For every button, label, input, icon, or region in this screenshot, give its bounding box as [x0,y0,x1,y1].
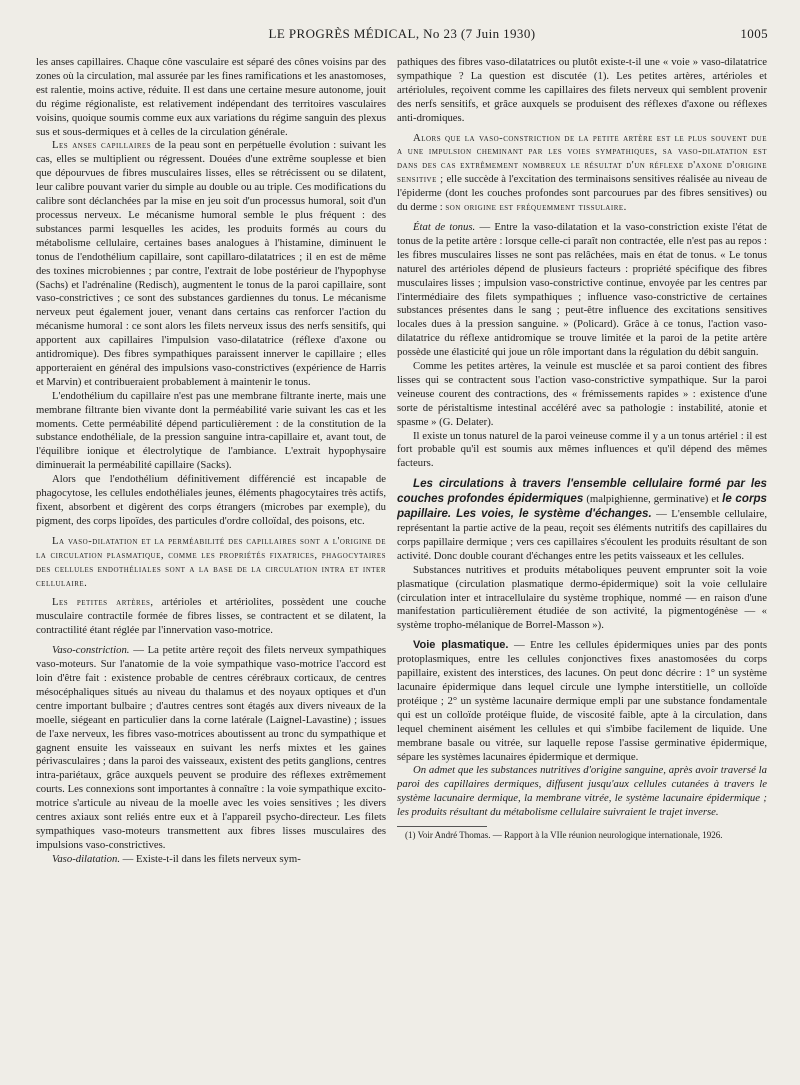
paragraph [397,639,767,764]
paragraph-text: — Entre les cellules épidermiques unies par des ponts protoplasmiques, entre les cellules conjonctives fixes anastomosées du corps papillaire, existent des interstices, des lacunes. On peut donc décrire : 1° un système lacunaire épidermique dans lequel circule une lymphe interstitielle, un colloïde protéique ; 2° un système lacunaire dermique empli par une substance fondamentale qui est un colloïde protéique fluide, de viscosité faible, apte à la circulation, dans lequel cheminent aisément les cellules et qui s'imbibe facilement de liquide. Une membrane basale ou vitrée, sur laquelle repose l'assise germinative épidermique, sépare les systèmes lacunaires épidermique et dermique. [397,639,767,763]
paragraph [397,221,767,360]
paragraph [397,132,767,215]
section-paragraph [397,477,767,563]
right-column [397,56,767,1066]
paragraph-text: elle succède à l'excitation des terminaisons sensitives réalisée au niveau de l'épiderme (dont les couches profondes sont parcourues par des fibres sensitives) ou du derme : [397,173,767,214]
paragraph: pathiques des fibres vaso-dilatatrices ou plutôt existe-t-il une « voie » vaso-dilatatrice sympathique ? La question est discutée (1). Les petites artères, artérioles et artériolules, reçoivent comme les capillaires des filets nerveux qui semblent provenir des nerfs sensitifs, et grâce auxquels se produisent des réflexes d'axone ou réflexes anti-dromiques. [397,56,767,124]
running-header [36,26,768,46]
paragraph: Alors que l'endothélium définitivement différencié est incapable de phagocytose, les cellules endothéliales jeunes, éléments phagocytaires très actifs, fixent, absorbent et digèrent des corps étrangers (microbes par exemple), du pigment, des corps lipoïdes, des particules d'ordre colloïdal, des poisons, etc. [36,473,386,527]
section-paren: (malpighienne, germinative) et [586,493,720,506]
paragraph [36,644,386,853]
paragraph-text: — Entre la vaso-dilatation et la vaso-constriction existe l'état de tonus de la petite artère : lorsque celle-ci paraît non contractée, elle n'est pas au repos : les fibres musculaires lisses ne sont pas relâchées, mais en état de tonus. « Le tonus naturel des artérioles dépend de plusieurs facteurs : propriété spécifique des fibres musculaires lisses ; impulsion vaso-constrictive continue, envoyée par les centres par l'intermédiaire des filets sympathiques ; influence vaso-constrictive de certaines substances présentes dans le sang ; peut-être influence des excitations sensitives locales dues à la pression sanguine. » (Policard). Grâce à ce tonus, l'action vaso-dilatatrice du réflexe antidromique se trouve limitée et la paroi de la petite artère possède une élasticité qui joue un rôle important dans la régulation du débit sanguin. [397,220,767,359]
paragraph-text: de la peau sont en perpétuelle évolution : suivant les cas, elles se multiplient ou régressent. Douées d'une extrême souplesse et bien que dépourvues de fibres musculaires lisses, elles se rétrécissent ou se dilatent, leur calibre pouvant varier du simple au double ou au triple. Ces modifications du calibre sont déclanchées par la mise en jeu soit d'un processus humoral, soit d'un processus nerveux. Le mécanisme humoral semble le plus fréquent : des substances parmi lesquelles les acides, les produits formés au cours du métabolisme cellulaire, certaines bases analogues à l'histamine, diminuent le tonus de l'endothélium capillaire, sont capillaro-dilatatrices ; il en est de même des toxines microbiennes ; par contre, l'extrait de lobe postérieur de l'hypophyse (Sachs) et l'adrénaline (Redisch), augmentent le tonus de la paroi capillaire, sont vaso-constrictives ; ce sont des substances gardiennes du tonus. Le mécanisme nerveux peut également jouer, venant dans certains cas renforcer l'action du mécanisme humoral : ce sont alors les filets nerveux issus des nerfs sensitifs, qui apportent aux capillaires l'impulsion vaso-dilatatrice (réflexe d'axone ou antidromique). Des fibres sympathiques paraissent innerver le capillaire ; elles apporteraient en général des impulsions vaso-constrictives (expérience de Harris et Marvin) et contribueraient probablement à maintenir le tonus. [36,139,386,388]
page-number: 1005 [740,26,768,41]
subsection-title: Voie plasmatique. [413,639,509,652]
section-title-part-2: le corps papillaire. Les voies, le système d'échanges. [397,492,767,521]
footnote: (1) Voir André Thomas. — Rapport à la VIIe réunion neurologique internationale, 1926. [405,830,723,841]
left-column [36,56,386,1066]
paragraph: Comme les petites artères, la veinule est musclée et sa paroi contient des fibres lisses qui se contractent sous l'action vaso-constrictive sympathique. Sur la paroi veineuse courent des contractions, des « frémissements rapides » : existence d'une sorte de péristaltisme intestinal accéléré avec sa pathologie : instabilité, atonie et spasme » (G. Delater). [397,360,767,428]
paragraph-text: artérioles et artériolites, possèdent une couche musculaire contractile formée de fibres lisses, se contractent et se dilatent, la contractilité étant réglée par l'innervation vaso-motrice. [36,596,386,637]
paragraph-text: — La petite artère reçoit des filets nerveux sympathiques vaso-moteurs. Sur l'anatomie de la voie sympathique vaso-motrice l'accord est loin d'être fait : existence probable de centres cérébraux corticaux, de centres mésocéphaliques situés au niveau du thalamus et des noyaux optiques et d'un centre important bulbaire ; d'autres centres sont étagés aux divers niveaux de la moelle, siégeant en particulier dans la corne latérale (Laignel-Lavastine) ; issues de l'axe nerveux, les fibres vaso-motrices aboutissent au tronc du sympathique et gagnent ensuite les vaisseaux en suivant les nerfs mixtes et les gaines périvasculaires ; dans la paroi des vaisseaux, existent des petits ganglions, centres intra-pariétaux, grâce auxquels peuvent se produire des réflexes extrêmement courts. Les connexions sont importantes à connaître : la voie sympathique excito-motrice s'articule au niveau de la moelle avec les voies sensitives ; les divers centres axiaux sont reliés entre eux et à l'appareil psycho-directeur. Les filets sympathiques vaso-moteurs transmettent aux fibres lisses musculaires des impulsions vaso-constrictives. [36,644,386,851]
paragraph: Il existe un tonus naturel de la paroi veineuse comme il y a un tonus artériel : il est fort probable qu'il est soumis aux mêmes influences et qu'il dépend des mêmes facteurs. [397,429,767,470]
small-caps-text: son origine est fréquemment tissulaire. [445,201,627,214]
paragraph-lead: Les anses capillaires [52,139,152,152]
paragraph [36,139,386,389]
small-caps-paragraph: La vaso-dilatation et la perméabilité des capillaires sont a l'origine de la circulation plasmatique, comme les propriétés fixatrices, phagocytaires des cellules endothéliales sont a la base de la circulation intra et inter cellulaire. [36,534,386,589]
paragraph-lead: Vaso-constriction. [52,644,130,657]
paragraph: L'endothélium du capillaire n'est pas une membrane filtrante inerte, mais une membrane filtrante bien vivante dont la perméabilité varie suivant les cas et les moments. Cette perméabilité dépend particulièrement : de la constitution de la substance endothéliale, de la pression sanguine intra-capillaire et, avant tout, de l'équilibre ionique et électrolytique de l'ambiance. L'extrait hypophysaire diminuerait la perméabilité capillaire (Sacks). [36,389,386,472]
paragraph-lead: Les petites artères, [52,596,154,609]
paragraph: les anses capillaires. Chaque cône vasculaire est séparé des cônes voisins par des zones où la circulation, mal assurée par les fines ramifications et les anastomoses, est ralentie, moins active, réduite. Il est dans une certaine mesure autonome, jouit du régime régionaliste, est relativement indépendant des territoires vasculaires voisins, quoique soumis comme eux aux variations du régime sanguin des plexus sus et sous-dermiques et à celles de la circulation générale. [36,56,386,138]
paragraph-lead: État de tonus. [413,220,476,233]
paragraph [36,853,386,867]
paragraph [36,596,386,638]
italic-paragraph: On admet que les substances nutritives d'origine sanguine, après avoir traversé la paroi des capillaires dermiques, diffusent jusqu'aux cellules cutanées à travers le système lacunaire dermique, la membrane vitrée, le système lacunaire épidermique ; les produits résultant du métabolisme cellulaire suivraient le trajet inverse. [397,764,767,819]
footnote-rule [397,826,487,827]
paragraph: Substances nutritives et produits métaboliques peuvent emprunter soit la voie plasmatique (circulation plasmatique dermo-épidermique) soit la voie cellulaire (circulation inter et intracellulaire du système trophique, nommé — en raison d'une manifestation particulièrement étudiée de son activité, la pigmentogénèse — « système tropho-mélanique de Borrel-Masson »). [397,563,767,632]
paragraph-text: — Existe-t-il dans les filets nerveux sym- [122,852,301,865]
paragraph-text: — L'ensemble cellulaire, représentant la partie active de la peau, reçoit ses éléments nutritifs des capillaires du corps papillaire dermique ; vers ces capillaires s'écoulent les produits résultant de son activité. Donc double courant d'échanges entre les petits vaisseaux et les cellules. [397,508,767,562]
section-title: Les circulations à travers l'ensemble cellulaire formé par les couches profondes épidermiques [397,477,767,506]
paragraph-lead: Vaso-dilatation. [52,852,120,865]
small-caps-text: Alors que la vaso-constriction de la petite artère est le plus souvent due a une impulsion cheminant par les voies sympathiques, sa vaso-dilatation est dans des cas extrêmement nombreux le résultat d'un réflexe d'axone d'origine sensitive ; [397,131,767,186]
journal-title: LE PROGRÈS MÉDICAL, No 23 (7 Juin 1930) [268,26,536,41]
